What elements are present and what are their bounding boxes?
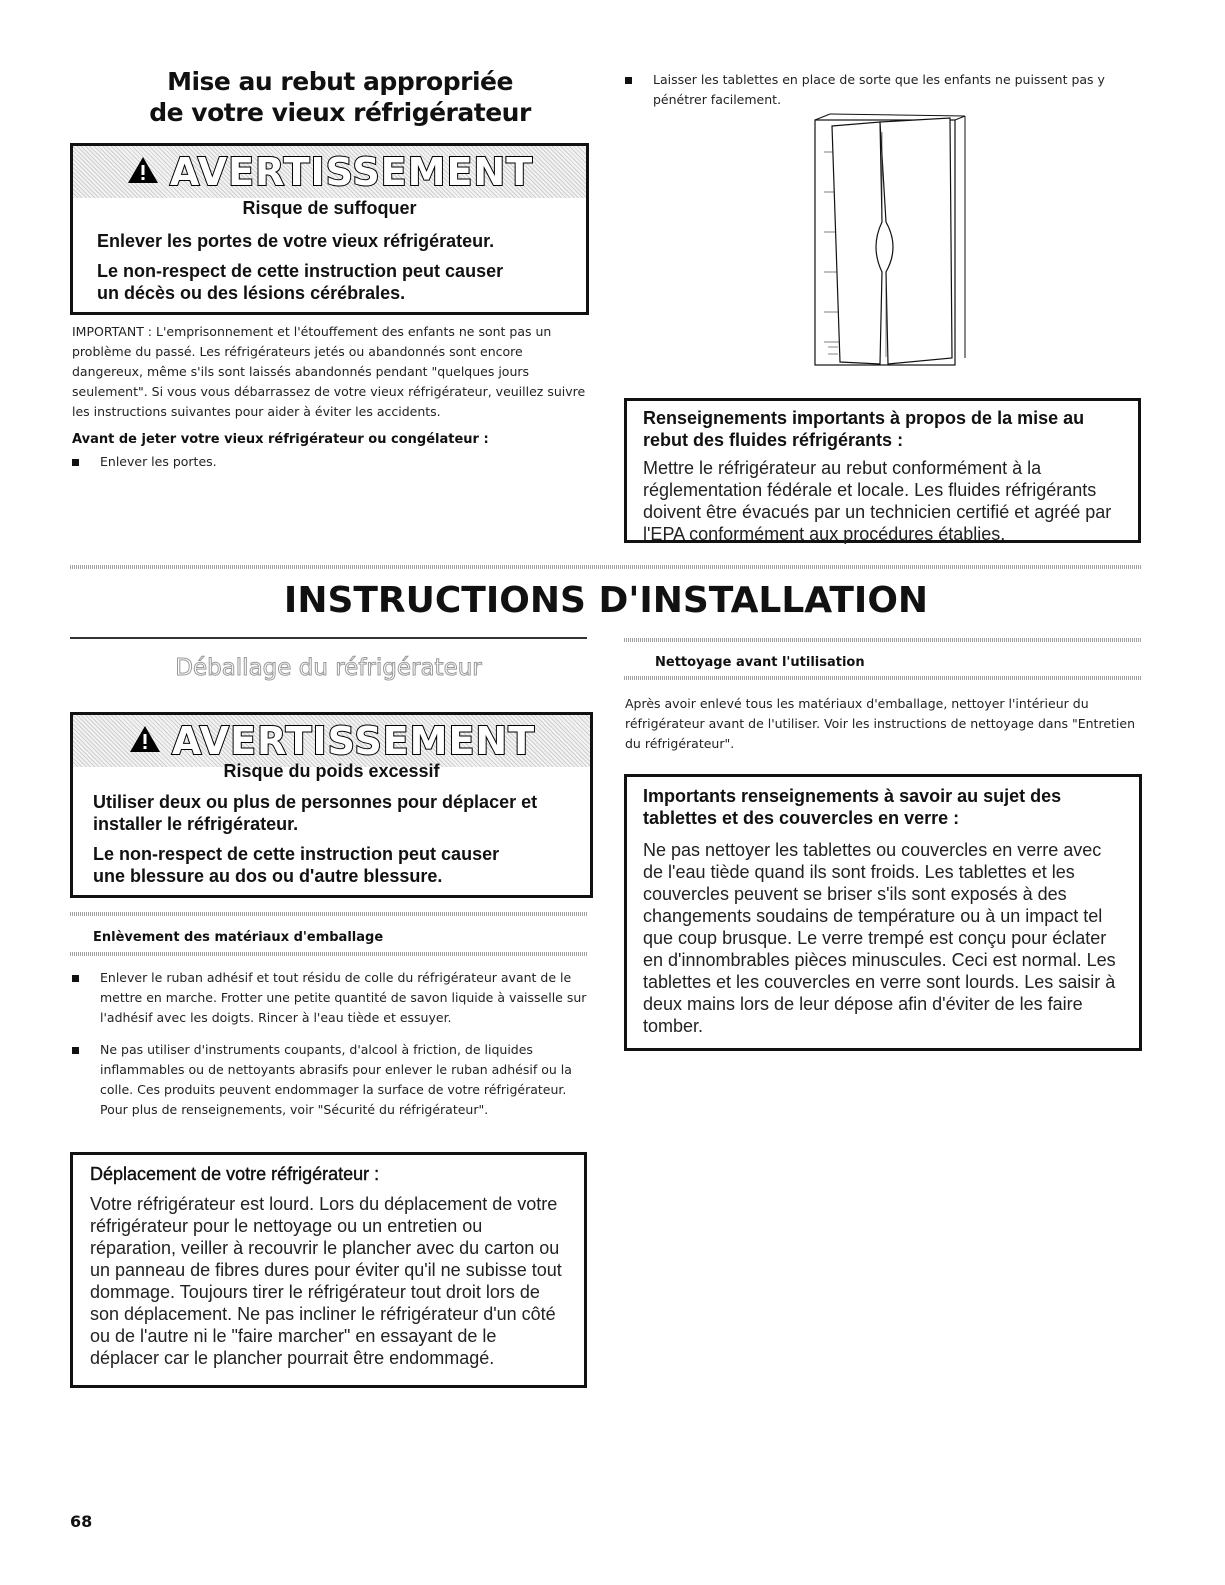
bullet-text: Enlever les portes. xyxy=(100,454,217,469)
warning-line2a: Le non-respect de cette instruction peut causer xyxy=(97,261,504,281)
important-paragraph: IMPORTANT : L'emprisonnement et l'étouffement des enfants ne sont pas un problème du passé. Les réfrigérateurs jetés ou abandonnés sont encore dangereux, même s'ils sont laissés abandonnés pendant "quelques jours seulement". Si vous vous débarrassez de votre vieux réfrigérateur, veuillez suivre les instructions suivantes pour aider à éviter les accidents. xyxy=(72,324,586,419)
warning-risk: Risque de suffoquer xyxy=(242,198,417,218)
warning-banner-text: AVERTISSEMENT xyxy=(169,150,534,194)
warning-line2 xyxy=(97,260,503,304)
warning-banner xyxy=(73,146,586,198)
warning-triangle-icon xyxy=(126,150,160,194)
bullet-icon xyxy=(72,459,79,466)
bullet-leave-shelves xyxy=(625,70,1145,110)
refrigerant-info-body: Mettre le réfrigérateur au rebut conformément à la réglementation fédérale et locale. Les fluides réfrigérants doivent être évacués par un technicien certifié et agréé par l'EPA conformément aux procédures établies. xyxy=(643,458,1112,544)
warning-risk: Risque du poids excessif xyxy=(223,761,440,781)
bullet-icon xyxy=(72,1047,79,1054)
moving-info-body: Votre réfrigérateur est lourd. Lors du déplacement de votre réfrigérateur pour le nettoyage ou un entretien ou réparation, veiller à recouvrir le plancher avec du carton ou un panneau de fibres dures pour éviter qu'il ne subisse tout dommage. Toujours tirer le réfrigérateur tout droit lors de son déplacement. Ne pas incliner le réfrigérateur d'un côté ou de l'autre ni le "faire marcher" en essayant de le déplacer car le plancher pourrait être endommagé. xyxy=(90,1194,562,1368)
warning-line1a: Utiliser deux ou plus de personnes pour déplacer et xyxy=(93,792,538,812)
warning-line1 xyxy=(93,791,537,835)
warning-line1b: installer le réfrigérateur. xyxy=(93,814,299,834)
page-number: 68 xyxy=(70,1512,93,1531)
bullet-text: Laisser les tablettes en place de sorte que les enfants ne puissent pas y pénétrer facilement. xyxy=(653,72,1105,107)
warning-line2b: un décès ou des lésions cérébrales. xyxy=(97,283,406,303)
warning-line2 xyxy=(93,843,499,887)
suffocation-warning-box xyxy=(70,143,589,315)
glass-shelves-heading: Importants renseignements à savoir au sujet des tablettes et des couvercles en verre : xyxy=(643,786,1062,828)
refrigerant-info-box xyxy=(624,398,1141,543)
glass-shelves-body: Ne pas nettoyer les tablettes ou couvercles en verre avec de l'eau tiède quand ils sont froids. Les tablettes et les couvercles peuvent se briser s'ils sont exposés à des changements soudains de température ou à un impact tel que coup brusque. Le verre trempé est conçu pour éclater en d'innombrables pièces minuscules. Ceci est normal. Les tablettes et les couvercles en verre sont lourds. Les saisir à deux mains lors de leur dépose afin d'éviter de les faire tomber. xyxy=(643,840,1116,1036)
bullet-no-sharp-tools xyxy=(72,1040,587,1120)
removal-heading: Enlèvement des matériaux d'emballage xyxy=(93,930,384,945)
moving-info-heading: Déplacement de votre réfrigérateur : xyxy=(90,1164,380,1184)
removal-rule-bottom xyxy=(70,952,587,956)
warning-line2b: une blessure au dos ou d'autre blessure. xyxy=(93,866,443,886)
cleaning-heading: Nettoyage avant l'utilisation xyxy=(655,655,865,670)
before-disposal-heading: Avant de jeter votre vieux réfrigérateur ou congélateur : xyxy=(72,432,489,447)
cleaning-rule xyxy=(624,676,1142,680)
removal-rule-top xyxy=(70,912,587,916)
moving-info-box xyxy=(70,1152,587,1388)
warning-banner-text: AVERTISSEMENT xyxy=(171,719,536,763)
disposal-title-line2: de votre vieux réfrigérateur xyxy=(149,98,531,127)
warning-banner xyxy=(73,715,590,767)
warning-line1: Enlever les portes de votre vieux réfrigérateur. xyxy=(97,231,495,251)
right-column-rule xyxy=(624,638,1142,642)
bullet-remove-doors xyxy=(72,452,600,472)
section-title: INSTRUCTIONS D'INSTALLATION xyxy=(283,580,929,621)
disposal-title-line1: Mise au rebut appropriée xyxy=(167,67,513,96)
section-divider-top xyxy=(70,565,1142,569)
bullet-icon xyxy=(72,975,79,982)
disposal-title xyxy=(120,66,560,128)
unpacking-subtitle: Déballage du réfrigérateur xyxy=(175,655,482,681)
bullet-remove-tape xyxy=(72,968,587,1028)
bullet-icon xyxy=(625,77,632,84)
glass-shelves-info-box xyxy=(624,774,1142,1051)
weight-warning-box xyxy=(70,712,593,898)
warning-line2a: Le non-respect de cette instruction peut causer xyxy=(93,844,500,864)
bullet-text: Enlever le ruban adhésif et tout résidu de colle du réfrigérateur avant de le mettre en marche. Frotter une petite quantité de savon liquide à vaisselle sur l'adhésif avec les doigts. Rincer à l'eau tiède et essuyer. xyxy=(100,970,587,1025)
warning-triangle-icon xyxy=(128,719,162,763)
left-column-rule xyxy=(70,637,587,639)
refrigerator-illustration xyxy=(810,112,970,382)
cleaning-body: Après avoir enlevé tous les matériaux d'emballage, nettoyer l'intérieur du réfrigérateur avant de l'utiliser. Voir les instructions de nettoyage dans "Entretien du réfrigérateur". xyxy=(625,696,1135,751)
refrigerant-info-heading: Renseignements importants à propos de la mise au rebut des fluides réfrigérants : xyxy=(643,408,1085,450)
bullet-text: Ne pas utiliser d'instruments coupants, d'alcool à friction, de liquides inflammables ou de nettoyants abrasifs pour enlever le ruban adhésif ou la colle. Ces produits peuvent endommager la surface de votre réfrigérateur. Pour plus de renseignements, voir "Sécurité du réfrigérateur". xyxy=(100,1042,572,1117)
